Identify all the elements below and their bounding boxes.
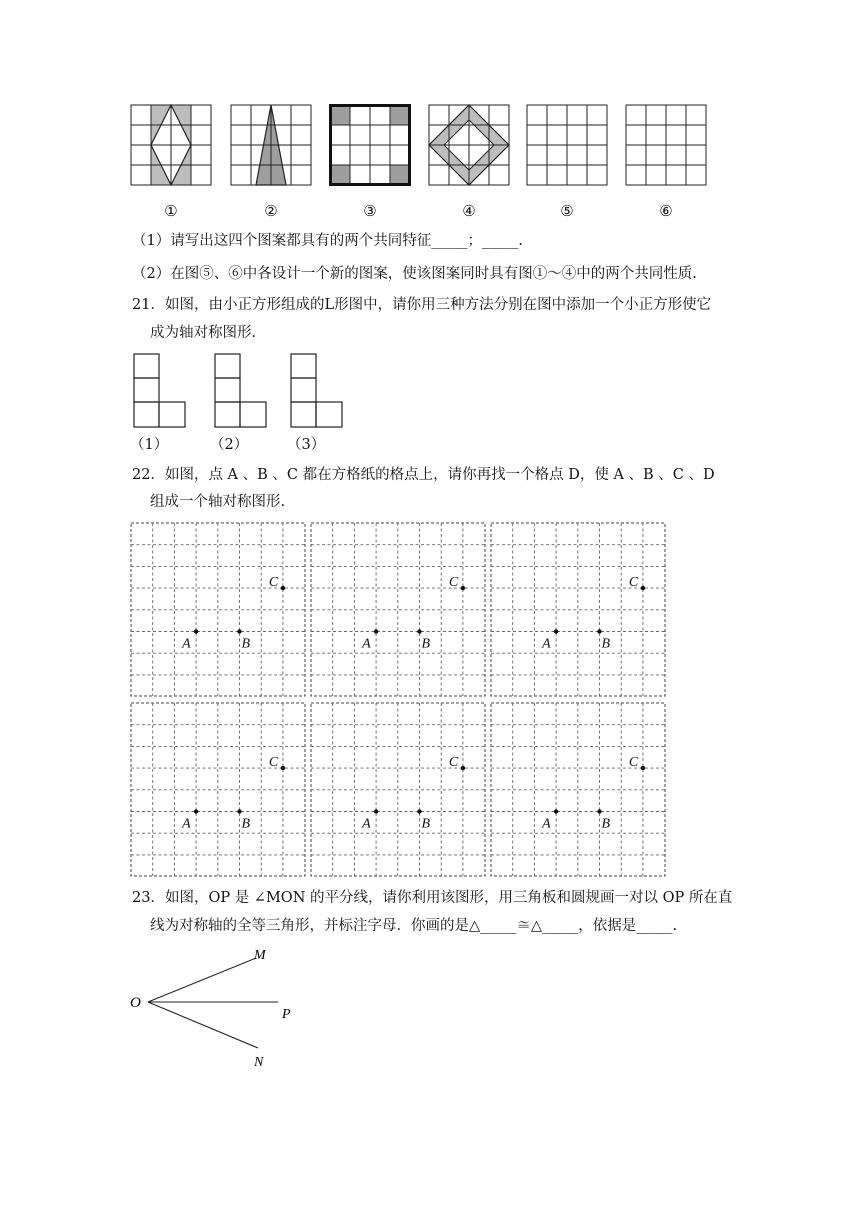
figure-label-2: ② [264, 202, 278, 220]
point-label-o: O [130, 995, 141, 1011]
point-label-b-6: B [601, 816, 611, 832]
point-c-1 [281, 586, 285, 590]
l-shape-label-3: （3） [287, 437, 326, 453]
point-a-6 [554, 809, 558, 813]
point-label-a-1: A [182, 636, 191, 652]
figure-label-6: ⑥ [659, 202, 673, 220]
point-b-5 [417, 809, 421, 813]
q23-text-line2: 线为对称轴的全等三角形，并标注字母．你画的是△_____≅△_____，依据是_____. [150, 918, 678, 934]
q20-part2: （2）在图⑤、⑥中各设计一个新的图案，使该图案同时具有图①～④中的两个共同性质. [132, 266, 697, 282]
q22-text-line2: 组成一个轴对称图形. [150, 494, 286, 510]
pattern-figure-4 [428, 104, 510, 190]
point-a-2 [374, 629, 378, 633]
figure-label-1: ① [164, 202, 178, 220]
point-b-3 [597, 629, 601, 633]
point-label-p: P [282, 1007, 291, 1022]
dotted-grid-4 [130, 702, 306, 881]
point-c-5 [461, 766, 465, 770]
point-label-c-5: C [448, 755, 459, 771]
dotted-grid-2 [310, 522, 486, 701]
q23-text-line1: 23．如图，OP 是 ∠MON 的平分线，请你利用该图形，用三角板和圆规画一对以 OP 所在直 [132, 890, 733, 906]
l-shape-figure-3 [290, 353, 344, 433]
point-label-b-4: B [241, 816, 251, 832]
figure-label-5: ⑤ [560, 202, 574, 220]
dotted-grid-1 [130, 522, 306, 701]
pattern-figure-6 [625, 104, 707, 190]
pattern-figure-3 [329, 104, 411, 190]
point-label-c-3: C [628, 575, 639, 591]
l-shape-label-1: （1） [130, 437, 169, 453]
point-c-2 [461, 586, 465, 590]
point-label-a-2: A [362, 636, 371, 652]
point-label-c-2: C [448, 575, 459, 591]
ray-on [148, 1002, 258, 1048]
point-label-m: M [254, 948, 266, 963]
point-label-b-2: B [421, 636, 431, 652]
point-label-b-3: B [601, 636, 611, 652]
l-shape-figure-1 [133, 353, 187, 433]
point-b-6 [597, 809, 601, 813]
q22-text-line1: 22．如图，点 A 、B 、C 都在方格纸的格点上，请你再找一个格点 D，使 A 、B 、C 、D [132, 467, 715, 483]
pattern-figure-1 [130, 104, 212, 190]
point-label-b-5: B [421, 816, 431, 832]
point-b-4 [237, 809, 241, 813]
q21-text-line2: 成为轴对称图形. [150, 325, 257, 341]
point-a-5 [374, 809, 378, 813]
figure-label-3: ③ [363, 202, 377, 220]
point-label-a-4: A [182, 816, 191, 832]
point-c-4 [281, 766, 285, 770]
pattern-figure-5 [526, 104, 608, 190]
figure-label-4: ④ [462, 202, 476, 220]
pattern-figure-2 [230, 104, 312, 190]
point-a-3 [554, 629, 558, 633]
dotted-grid-6 [490, 702, 666, 881]
q20-part1: （1）请写出这四个图案都具有的两个共同特征_____；_____. [132, 233, 523, 249]
point-b-1 [237, 629, 241, 633]
point-a-4 [194, 809, 198, 813]
angle-bisector-figure [126, 940, 306, 1074]
point-label-c-6: C [628, 755, 639, 771]
point-c-3 [641, 586, 645, 590]
point-label-a-6: A [542, 816, 551, 832]
point-label-c-4: C [268, 755, 279, 771]
point-label-b-1: B [241, 636, 251, 652]
point-label-c-1: C [268, 575, 279, 591]
point-c-6 [641, 766, 645, 770]
dotted-grid-5 [310, 702, 486, 881]
point-label-a-3: A [542, 636, 551, 652]
l-shape-figure-2 [214, 353, 268, 433]
ray-om [148, 958, 256, 1002]
l-shape-label-2: （2） [210, 437, 249, 453]
point-label-a-5: A [362, 816, 371, 832]
point-a-1 [194, 629, 198, 633]
point-label-n: N [254, 1055, 264, 1070]
point-b-2 [417, 629, 421, 633]
q21-text-line1: 21．如图，由小正方形组成的L形图中，请你用三种方法分别在图中添加一个小正方形使它 [132, 297, 712, 313]
dotted-grid-3 [490, 522, 666, 701]
